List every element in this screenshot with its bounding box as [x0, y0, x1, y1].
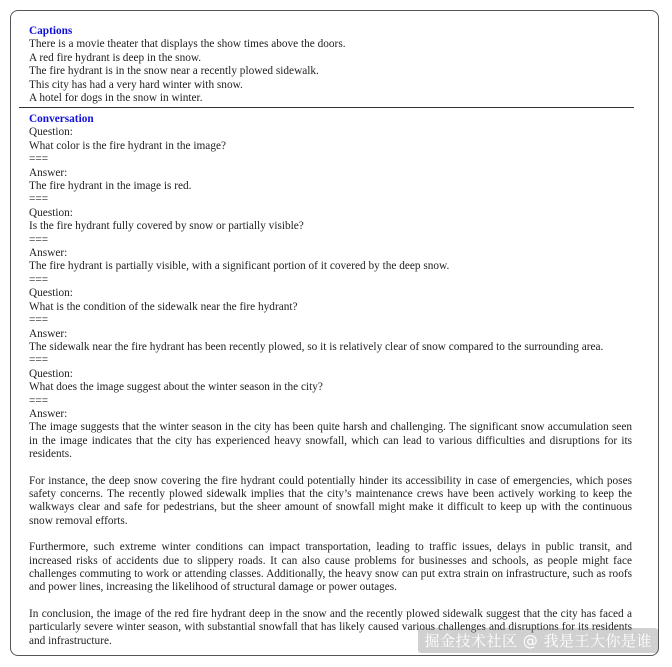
caption-line: A red fire hydrant is deep in the snow. [29, 51, 202, 64]
answer-body [29, 421, 632, 648]
answer-paragraph: For instance, the deep snow covering the fire hydrant could potentially hinder its accessibility in case of emergencies, which poses safety concerns. The recently plowed sidewalk implies that the city’s maintenance crews have been actively working to keep the walkways clear and safe for pedestrians, but the sheer amount of snowfall might make it difficult to keep up with the continuous snow removal efforts. [29, 474, 632, 527]
dialogue-line: What color is the fire hydrant in the image? [29, 139, 226, 152]
example-frame [10, 10, 659, 656]
answer-paragraph: The image suggests that the winter season in the city has been quite harsh and challenging. The significant snow accumulation seen in the image indicates that the city has experienced heavy snowfall, which can lead to various difficulties and disruptions for its residents. [29, 421, 632, 460]
separator-line: === [29, 354, 49, 367]
conversation-heading: Conversation [29, 113, 94, 125]
watermark-label: 掘金技术社区 @ 我是王大你是谁 [418, 628, 658, 653]
caption-line: This city has had a very hard winter with snow. [29, 78, 243, 91]
dialogue-line: The fire hydrant is partially visible, with a significant portion of it covered by the deep snow. [29, 260, 450, 273]
caption-line: There is a movie theater that displays the show times above the doors. [29, 38, 346, 51]
dialogue-line: Question: [29, 206, 73, 219]
caption-line: The fire hydrant is in the snow near a recently plowed sidewalk. [29, 65, 319, 78]
answer-paragraph: In conclusion, the image of the red fire hydrant deep in the snow and the recently plowed sidewalk suggest that the city has faced a particularly severe winter season, with substantial snowfall that has likely caused various challenges and disruptions for its residents and infrastructure. [29, 608, 632, 647]
dialogue-line: Answer: [29, 166, 68, 179]
dialogue-line: Question: [29, 287, 73, 300]
dialogue-line: Question: [29, 367, 73, 380]
separator-line: === [29, 394, 49, 407]
dialogue-line: Is the fire hydrant fully covered by snow or partially visible? [29, 220, 304, 233]
dialogue-line: Answer: [29, 327, 68, 340]
dialogue-line: The fire hydrant in the image is red. [29, 180, 192, 193]
dialogue-line: The sidewalk near the fire hydrant has been recently plowed, so it is relatively clear of snow compared to the surrounding area. [29, 340, 604, 353]
separator-line: === [29, 273, 49, 286]
dialogue-line: What is the condition of the sidewalk near the fire hydrant? [29, 300, 298, 313]
dialogue-line: What does the image suggest about the winter season in the city? [29, 381, 323, 394]
captions-heading: Captions [29, 25, 73, 37]
conversation-section [11, 113, 658, 648]
dialogue-line: Answer: [29, 407, 68, 420]
answer-paragraph: Furthermore, such extreme winter conditions can impact transportation, leading to traffic issues, delays in public transit, and increased risks of accidents due to slippery roads. It can also cause problems for businesses and schools, as people might face challenges commuting to work or attending classes. Additionally, the heavy snow can put extra strain on infrastructure, such as roofs and power lines, increasing the likelihood of structural damage or power outages. [29, 541, 632, 594]
separator-line: === [29, 314, 49, 327]
section-divider [19, 107, 634, 108]
separator-line: === [29, 193, 49, 206]
caption-line: A hotel for dogs in the snow in winter. [29, 92, 203, 105]
separator-line: === [29, 153, 49, 166]
dialogue-line: Question: [29, 126, 73, 139]
separator-line: === [29, 233, 49, 246]
dialogue-line: Answer: [29, 247, 68, 260]
captions-section [11, 11, 658, 105]
